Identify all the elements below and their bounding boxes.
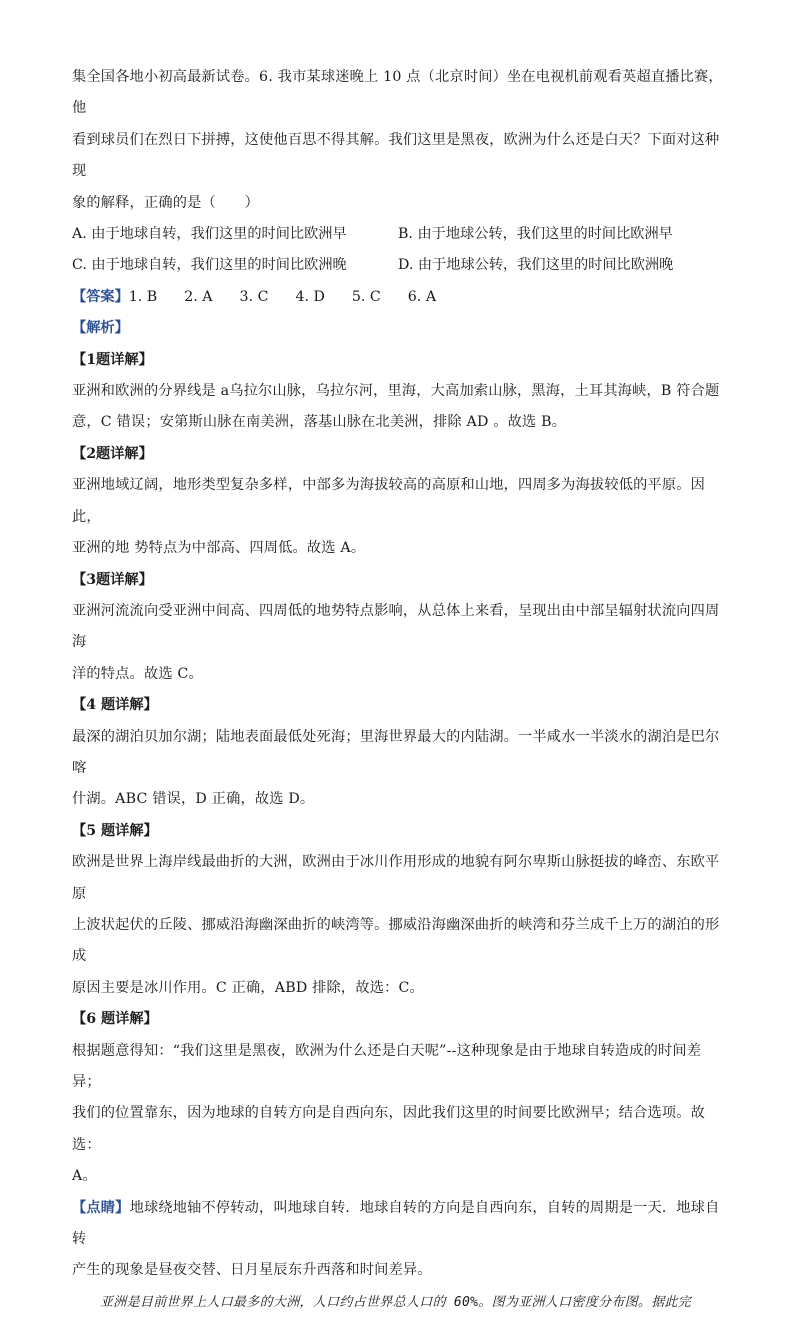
detail-line: 根据题意得知：“我们这里是黑夜，欧洲为什么还是白天呢”--这种现象是由于地球自转造成的时间差异； <box>72 1042 702 1090</box>
answer-row <box>72 282 724 313</box>
answer-item: 5. C <box>351 288 381 305</box>
tip-label: 【点睛】 <box>72 1199 130 1216</box>
detail-1 <box>72 345 724 439</box>
detail-3 <box>72 565 724 691</box>
detail-title: 【3题详解】 <box>72 571 153 588</box>
option-d: D. 由于地球公转，我们这里的时间比欧洲晚 <box>398 257 674 274</box>
answer-label: 【答案】 <box>72 288 129 305</box>
detail-line: 我们的位置靠东，因为地球的自转方向是自西向东，因此我们这里的时间要比欧洲早；结合选项。故选： <box>72 1105 706 1153</box>
detail-line: 亚洲和欧洲的分界线是 a乌拉尔山脉，乌拉尔河，里海，大高加索山脉，黑海，土耳其海峡，B 符合题 <box>72 383 720 400</box>
next-question-intro: 亚洲是目前世界上人口最多的大洲，人口约占世界总人口的 60%。图为亚洲人口密度分布图。据此完 <box>100 1294 692 1310</box>
detail-line: 最深的湖泊贝加尔湖；陆地表面最低处死海；里海世界最大的内陆湖。一半咸水一半淡水的湖泊是巴尔喀 <box>72 728 720 776</box>
detail-6 <box>72 1004 724 1192</box>
question-line: 集全国各地小初高最新试卷。6. 我市某球迷晚上 10 点（北京时间）坐在电视机前观看英超直播比赛，他 <box>72 69 723 117</box>
answer-item: 4. D <box>295 288 325 305</box>
detail-line: 亚洲的地 势特点为中部高、四周低。故选 A。 <box>72 540 366 557</box>
answer-item: 2. A <box>184 288 213 305</box>
detail-line: 上波状起伏的丘陵、挪威沿海幽深曲折的峡湾等。挪威沿海幽深曲折的峡湾和芬兰成千上万的湖泊的形成 <box>72 916 720 965</box>
detail-2 <box>72 439 724 565</box>
detail-title: 【4 题详解】 <box>72 697 158 714</box>
detail-line: 亚洲地域辽阔，地形类型复杂多样，中部多为海拔较高的高原和山地，四周多为海拔较低的平原。因此， <box>72 477 706 525</box>
tip-block <box>72 1193 724 1287</box>
detail-line: 亚洲河流流向受亚洲中间高、四周低的地势特点影响，从总体上来看，呈现出由中部呈辐射状流向四周海 <box>72 602 720 651</box>
options-grid <box>72 219 724 282</box>
detail-line: A。 <box>72 1168 97 1185</box>
answer-item: 6. A <box>407 288 437 305</box>
question-block <box>72 62 724 282</box>
question-line: 看到球员们在烈日下拼搏，这使他百思不得其解。我们这里是黑夜，欧洲为什么还是白天？下面对这种现 <box>72 131 720 180</box>
detail-line: 什湖。ABC 错误，D 正确，故选 D。 <box>72 791 315 808</box>
detail-line: 原因主要是冰川作用。C 正确，ABD 排除，故选：C。 <box>72 979 424 996</box>
detail-line: 意，C 错误；安第斯山脉在南美洲，落基山脉在北美洲，排除 AD 。故选 B。 <box>72 414 567 431</box>
detail-title: 【2题详解】 <box>72 445 153 462</box>
detail-title: 【5 题详解】 <box>72 822 158 839</box>
answer-item: 1. B <box>128 288 158 305</box>
question-line: 象的解释，正确的是（ ） <box>72 194 260 211</box>
detail-title: 【6 题详解】 <box>72 1011 158 1028</box>
document-page <box>72 62 724 1318</box>
detail-title: 【1题详解】 <box>72 351 153 368</box>
option-b: B. 由于地球公转，我们这里的时间比欧洲早 <box>398 226 673 243</box>
answer-item: 3. C <box>239 288 269 305</box>
tip-line <box>72 1193 724 1256</box>
detail-line: 欧洲是世界上海岸线最曲折的大洲，欧洲由于冰川作用形成的地貌有阿尔卑斯山脉挺拔的峰峦、东欧平原 <box>72 854 720 902</box>
tip-line: 产生的现象是昼夜交替、日月星辰东升西落和时间差异。 <box>72 1262 432 1279</box>
detail-5 <box>72 816 724 1004</box>
option-c: C. 由于地球自转，我们这里的时间比欧洲晚 <box>72 257 347 274</box>
analysis-label: 【解析】 <box>72 320 129 337</box>
detail-4 <box>72 690 724 816</box>
option-a: A. 由于地球自转，我们这里的时间比欧洲早 <box>72 226 347 243</box>
detail-line: 洋的特点。故选 C。 <box>72 665 203 682</box>
tip-text: 地球绕地轴不停转动，叫地球自转．地球自转的方向是自西向东，自转的周期是一天．地球自转 <box>72 1199 720 1248</box>
